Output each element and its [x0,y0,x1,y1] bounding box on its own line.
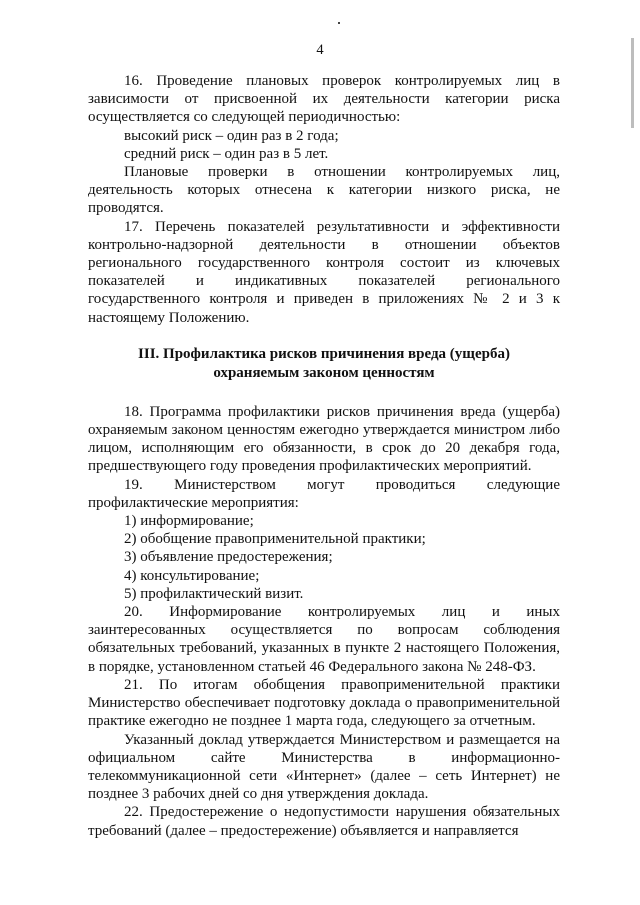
paragraphs-before-heading [88,72,560,327]
paragraph: Указанный доклад утверждается Министерством и размещается на официальном сайте Министерства в информационно-телекоммуникационной сети «Интернет» (далее – сеть Интернет) не позднее 3 рабочих дней со дня утверждения доклада. [88,731,560,803]
list-item: 2) обобщение правоприменительной практики; [124,531,426,548]
paragraph: 17. Перечень показателей результативности и эффективности контрольно-надзорной деятельности в отношении объектов регионального государственного контроля состоит из ключевых показателей и индикативных показателей регионального государственного контроля и приведен в приложениях № 2 и 3 к настоящему Положению. [88,218,560,326]
list-item: высокий риск – один раз в 2 года; [124,127,339,144]
paragraph: 18. Программа профилактики рисков причинения вреда (ущерба) охраняемым законом ценностям ежегодно утверждается министром либо лицом, исполняющим его обязанности, в срок до 20 декабря года, предшествующего году проведения профилактических мероприятий. [88,403,560,475]
list-item: 1) информирование; [124,513,254,530]
section-heading-line-2: охраняемым законом ценностям [213,364,435,381]
paragraphs-after-heading [88,403,560,840]
section-heading [88,345,560,383]
list-item: 4) консультирование; [124,567,260,584]
section-heading-line-1: III. Профилактика рисков причинения вреда (ущерба) [138,345,510,362]
paragraph: Плановые проверки в отношении контролируемых лиц, деятельность которых отнесена к категории низкого риска, не проводятся. [88,164,560,217]
scan-dot [338,22,340,24]
list-item: средний риск – один раз в 5 лет. [124,145,329,162]
paragraph: 21. По итогам обобщения правоприменительной практики Министерство обеспечивает подготовку доклада о правоприменительной практике ежегодно не позднее 1 марта года, следующего за отчетным. [88,676,560,730]
document-body [88,72,560,840]
paragraph: 16. Проведение плановых проверок контролируемых лиц в зависимости от присвоенной их деятельности категории риска осуществляется со следующей периодичностью: [88,73,560,126]
page-number: 4 [316,42,324,58]
list-item: 5) профилактический визит. [124,585,304,602]
list-item: 3) объявление предостережения; [124,549,333,566]
paragraph: 22. Предостережение о недопустимости нарушения обязательных требований (далее – предостережение) объявляется и направляется [88,804,560,839]
paragraph: 20. Информирование контролируемых лиц и иных заинтересованных осуществляется по вопросам соблюдения обязательных требований, указанных в пункте 2 настоящего Положения, в порядке, установленном статьей 46 Федерального закона № 248-ФЗ. [88,604,560,675]
paragraph: 19. Министерством могут проводиться следующие профилактические мероприятия: [88,476,560,511]
